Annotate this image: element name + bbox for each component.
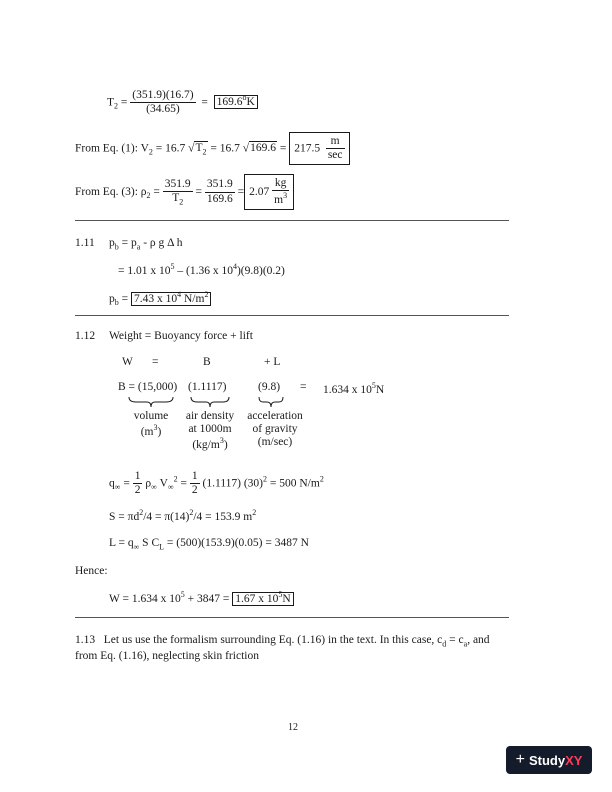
- l-line: $L = q_\infty$ S $C_L = (500)(153.9)(0.05) = 3487$ N: [109, 537, 309, 552]
- eq-t2: $T_2$ = $\frac{(351.9)(16.7)}{(34.65)}$ = 169.6$^o$K: [107, 89, 258, 116]
- b-gravity-value: (9.8): [258, 381, 281, 393]
- b-line: B = (15,000): [118, 381, 178, 393]
- problem-1-11-number: 1.11: [75, 237, 95, 249]
- p111-result-box: 7.43 x $10^4$ $N/m^2$: [131, 292, 211, 306]
- b-air-density-value: (1.1117): [188, 381, 227, 393]
- p111-line3: $p_b = 7.43$ x $10^4$ $N/m^2$: [109, 290, 211, 307]
- label-acceleration: acceleration of gravity (m/sec): [247, 410, 303, 449]
- label-volume: volume $(m^3)$: [133, 410, 169, 439]
- problem-1-12-number: 1.12: [75, 330, 96, 342]
- brace-air-density: [190, 396, 230, 408]
- s-line: $S = \pi d^2/4 = \pi(14)^2/4 = 153.9$ $m^2$: [109, 508, 257, 523]
- q-line: $q_\infty$ = $\frac{1}{2}$ $\rho_\infty$ $V_\infty^2$ = $\frac{1}{2}$ (1.1117) $(30)^2 = 500$ $N/m^2$: [109, 470, 324, 497]
- sqrt-169: 169.6: [250, 142, 276, 155]
- eq-rho2: From Eq. (3): $\rho_2$ = $\frac{351.9}{T_2}$ = $\frac{351.9}{169.6}$ = 2.07 $\frac{kg}{m^3}$: [75, 174, 294, 210]
- page-number: 12: [288, 722, 298, 733]
- wbl-w: W: [122, 356, 133, 368]
- brace-gravity: [258, 396, 284, 408]
- brace-volume: [128, 396, 174, 408]
- divider-2: [75, 315, 509, 316]
- sqrt-t2: $T_2$: [195, 142, 207, 157]
- p111-line2: = 1.01 x $10^5 - (1.36$ x $10^4)(9.8)(0.2)$: [118, 262, 285, 277]
- hence-label: Hence:: [75, 565, 108, 577]
- v2-result-box: 217.5 $\frac{m}{\sec}$: [289, 132, 349, 165]
- wbl-eq: =: [152, 356, 159, 368]
- p112-heading: Weight = Buoyancy force + lift: [109, 330, 253, 342]
- plus-icon: +: [515, 751, 525, 768]
- eq-v2: From Eq. (1): $V_2 = 16.7$ $√T_2 = 16.7$ √169.6 = 217.5 $\frac{m}{\sec}$: [75, 132, 350, 165]
- t2-result-box: 169.6$^o$K: [214, 95, 258, 109]
- wbl-l: + L: [264, 356, 281, 368]
- wbl-b: B: [203, 356, 211, 368]
- p111-line1: $p_b = p_a - \rho$ g Δ h: [109, 237, 183, 252]
- rho2-result-box: 2.07 $\frac{kg}{m^3}$: [244, 174, 294, 210]
- t2-fraction: $\frac{(351.9)(16.7)}{(34.65)}$: [132, 89, 194, 116]
- b-result: 1.634 x $10^5N$: [323, 381, 385, 396]
- label-air-density: air density at 1000m $(kg/m^3)$: [185, 410, 235, 452]
- problem-1-13-line2: from Eq. (1.16), neglecting skin friction: [75, 650, 259, 662]
- studyxy-logo: + Study XY: [506, 746, 592, 774]
- w-result-box: 1.67 x $10^5N$: [232, 592, 293, 606]
- problem-1-13-line1: 1.13 Let us use the formalism surrounding Eq. (1.16) in the text. In this case, $c_d = c_a$, and: [75, 634, 490, 649]
- w-line: W = 1.634 x $10^5 + 3847 = 1.67$ x $10^5N$: [109, 590, 294, 606]
- divider-3: [75, 617, 509, 618]
- b-eq: =: [300, 381, 307, 393]
- divider-1: [75, 220, 509, 221]
